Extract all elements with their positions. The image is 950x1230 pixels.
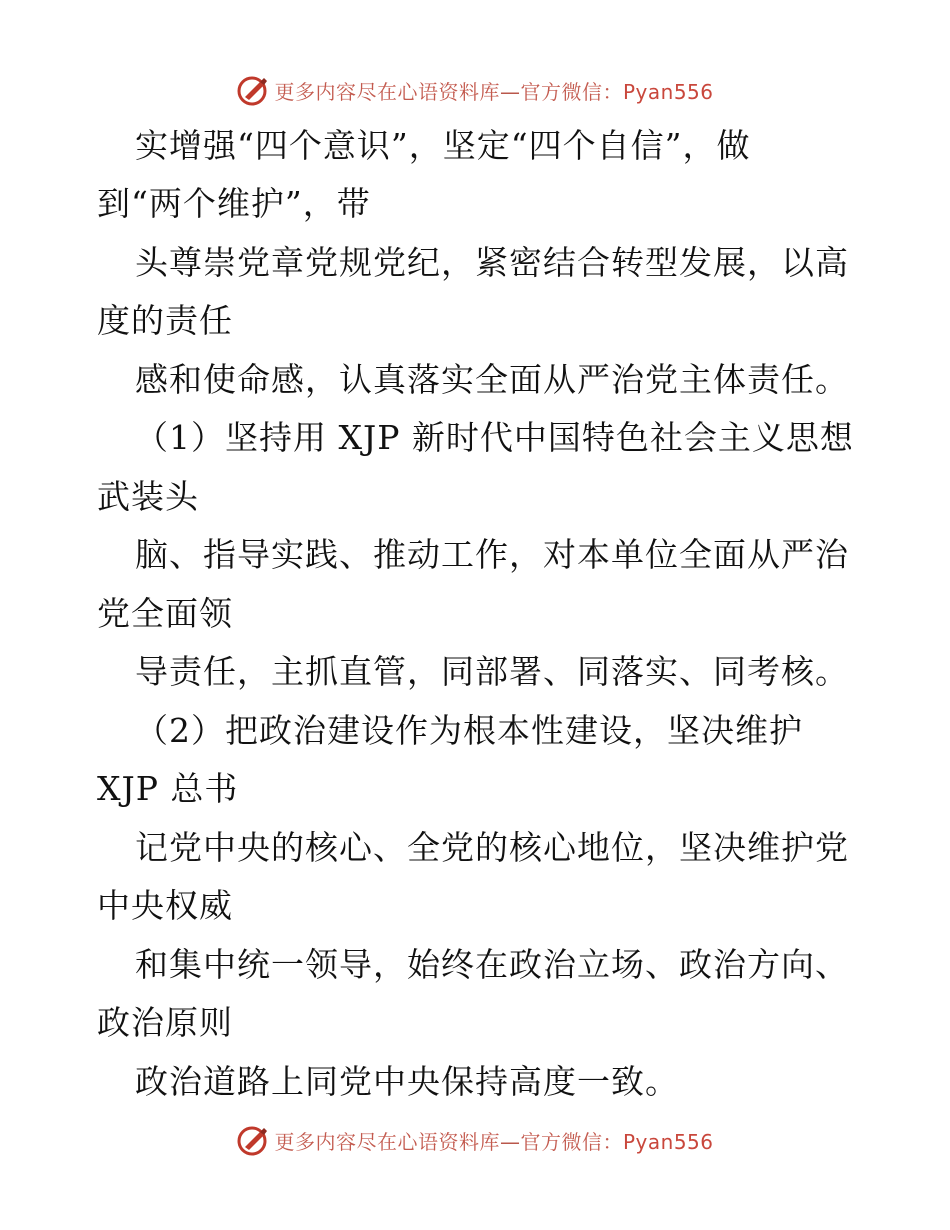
text-line: 实增强“四个意识”，坚定“四个自信”，做	[135, 126, 751, 165]
text-line: 政治原则	[97, 1003, 233, 1042]
text-line: 导责任，主抓直管，同部署、同落实、同考核。	[135, 652, 849, 691]
text-line: （2）把政治建设作为根本性建设，坚决维护	[135, 711, 803, 750]
text-line: 感和使命感，认真落实全面从严治党主体责任。	[135, 360, 849, 399]
text-line: 和集中统一领导，始终在政治立场、政治方向、	[135, 945, 849, 984]
watermark-title: 更多内容尽在心语资料库	[274, 79, 500, 104]
text-line: 度的责任	[97, 301, 233, 340]
text-line: 到“两个维护”，带	[97, 184, 371, 223]
text-line: 武装头	[97, 477, 199, 516]
text-line: 政治道路上同党中央保持高度一致。	[135, 1062, 679, 1101]
watermark-text	[274, 1126, 713, 1155]
watermark-text	[274, 76, 713, 105]
text-line: 中央权威	[97, 886, 233, 925]
text-line: （1）坚持用 XJP 新时代中国特色社会主义思想	[135, 418, 854, 457]
watermark-wechat-label: 官方微信：	[520, 1129, 623, 1154]
text-line: 头尊崇党章党规党纪，紧密结合转型发展，以高	[135, 243, 849, 282]
text-line: 党全面领	[97, 594, 233, 633]
footer-watermark	[0, 1120, 950, 1160]
watermark-wechat-id: Pyan556	[622, 79, 714, 104]
watermark-title: 更多内容尽在心语资料库	[274, 1129, 500, 1154]
text-line: 脑、指导实践、推动工作，对本单位全面从严治	[135, 535, 849, 574]
text-line: XJP 总书	[97, 769, 239, 808]
pen-logo-icon	[236, 1123, 270, 1157]
text-line: 记党中央的核心、全党的核心地位，坚决维护党	[135, 828, 849, 867]
header-watermark	[0, 70, 950, 110]
watermark-wechat-id: Pyan556	[622, 1129, 714, 1154]
watermark-wechat-label: 官方微信：	[520, 79, 623, 104]
watermark-separator: —	[499, 1129, 521, 1154]
watermark-separator: —	[499, 79, 521, 104]
pen-logo-icon	[236, 73, 270, 107]
